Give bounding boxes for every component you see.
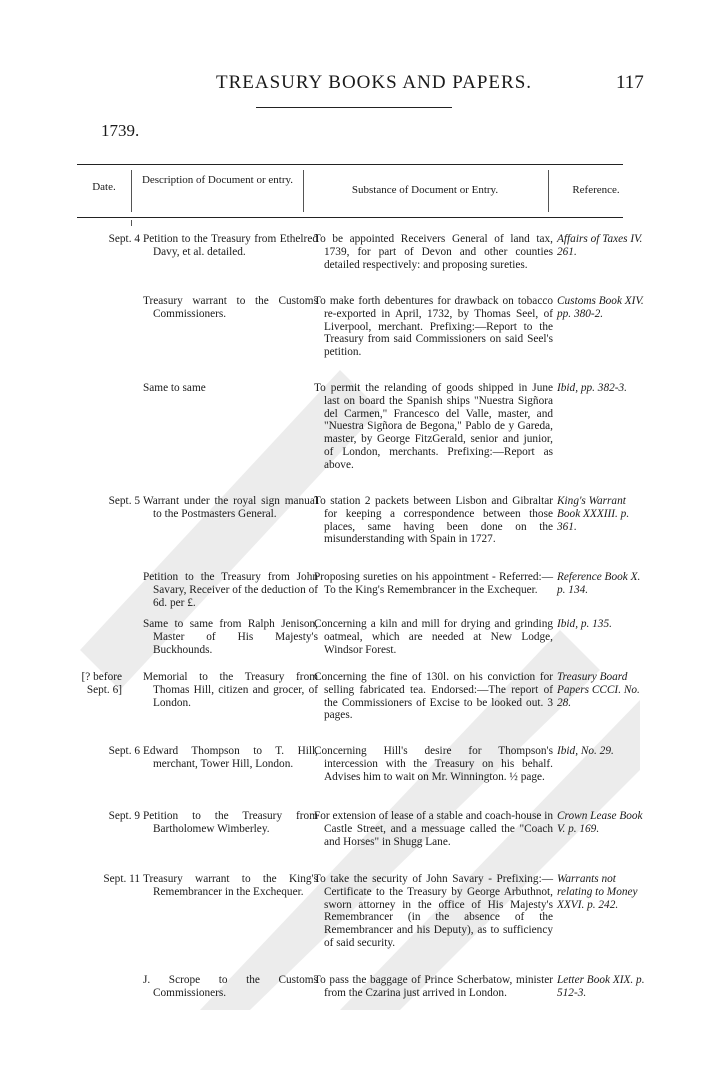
row-10-substance: To take the security of John Savary - Prefixing:—Certificate to the Treasury by George Arbuthnot, sworn attorney in the office of His Majesty's Remembrancer (in the absence of the Remembrancer and his Deputy), as to sufficiency of said security. — [314, 873, 553, 949]
row-2-reference: Customs Book XIV. pp. 380-2. — [557, 295, 644, 320]
row-11-description: J. Scrope to the Customs Commissioners. — [143, 974, 318, 999]
row-10-reference: Warrants not relating to Money XXVI. p. 242. — [557, 873, 638, 911]
row-8-date: Sept. 6 — [108, 745, 140, 757]
column-header-substance: Substance of Document or Entry. — [351, 184, 499, 196]
row-1-description: Petition to the Treasury from Ethelred Davy, et al. detailed. — [143, 233, 318, 258]
row-3-description: Same to same — [143, 382, 206, 394]
row-11-reference: Letter Book XIX. p. 512-3. — [557, 974, 645, 999]
running-title: TREASURY BOOKS AND PAPERS. — [216, 72, 533, 93]
row-5-substance: Proposing sureties on his appointment - Referred:—To the King's Remembrancer in the Exchequer. — [314, 571, 553, 596]
row-10-date: Sept. 11 — [103, 873, 140, 885]
column-separator — [303, 170, 304, 212]
column-separator — [548, 170, 549, 212]
column-separator — [131, 220, 132, 226]
row-3-substance: To permit the relanding of goods shipped in June last on board the Spanish ships "Nuestra Sigñora del Carmen," Francesco del Valle, master, and "Nuestra Sigñora de Begona," Pablo de y Gareda, master, by George FitzGerald, senior and junior, of London, merchants. Prefixing:—Report as above. — [314, 382, 553, 471]
row-7-substance: Concerning the fine of 130l. on his conviction for selling fabricated tea. Endorsed:—The report of the Commissioners of Excise to be looked out. 3 pages. — [314, 671, 553, 722]
row-8-description: Edward Thompson to T. Hill, merchant, Tower Hill, London. — [143, 745, 318, 770]
table-header-rule — [77, 217, 623, 218]
header-rule — [256, 107, 452, 108]
row-7-description: Memorial to the Treasury from Thomas Hill, citizen and grocer, of London. — [143, 671, 318, 709]
row-1-reference: Affairs of Taxes IV. 261. — [557, 233, 643, 258]
row-4-description: Warrant under the royal sign manual to the Postmasters General. — [143, 495, 318, 520]
row-4-date: Sept. 5 — [108, 495, 140, 507]
row-9-date: Sept. 9 — [108, 810, 140, 822]
row-10-description: Treasury warrant to the King's Remembrancer in the Exchequer. — [143, 873, 318, 898]
row-5-description: Petition to the Treasury from John Savary, Receiver of the deduction of 6d. per £. — [143, 571, 318, 609]
column-header-description: Description of Document or entry. — [141, 174, 294, 186]
row-11-substance: To pass the baggage of Prince Scherbatow, minister from the Czarina just arrived in London. — [314, 974, 553, 999]
row-9-reference: Crown Lease Book V. p. 169. — [557, 810, 643, 835]
row-4-reference: King's Warrant Book XXXIII. p. 361. — [557, 495, 630, 533]
column-header-reference: Reference. — [572, 184, 620, 196]
row-7-reference: Treasury Board Papers CCCI. No. 28. — [557, 671, 640, 709]
row-9-description: Petition to the Treasury from Bartholomew Wimberley. — [143, 810, 318, 835]
row-9-substance: For extension of lease of a stable and coach-house in Castle Street, and a messuage called the "Coach and Horses" in Shugg Lane. — [314, 810, 553, 848]
page-number: 117 — [616, 72, 644, 93]
row-1-date: Sept. 4 — [108, 233, 140, 245]
row-5-reference: Reference Book X. p. 134. — [557, 571, 641, 596]
row-8-substance: Concerning Hill's desire for Thompson's intercession with the Treasury on his behalf. Advises him to wait on Mr. Winnington. ½ page. — [314, 745, 553, 783]
column-header-date: Date. — [92, 181, 116, 193]
row-2-substance: To make forth debentures for drawback on tobacco re-exported in April, 1732, by Thomas Seel, of Liverpool, merchant. Prefixing:—Report to the Treasury from said Commissioners on said Seel's petition. — [314, 295, 553, 359]
row-8-reference: Ibid, No. 29. — [557, 745, 614, 757]
row-1-substance: To be appointed Receivers General of land tax, 1739, for part of Devon and other counties detailed respectively: and proposing sureties. — [314, 233, 553, 271]
row-6-reference: Ibid, p. 135. — [557, 618, 612, 630]
row-6-description: Same to same from Ralph Jenison, Master of His Majesty's Buckhounds. — [143, 618, 318, 656]
table-top-rule — [77, 164, 623, 165]
row-3-reference: Ibid, pp. 382-3. — [557, 382, 627, 394]
row-2-description: Treasury warrant to the Customs Commissioners. — [143, 295, 318, 320]
row-6-substance: Concerning a kiln and mill for drying and grinding oatmeal, which are needed at New Lodge, Windsor Forest. — [314, 618, 553, 656]
column-separator — [131, 170, 132, 212]
year-heading: 1739. — [101, 121, 140, 140]
row-4-substance: To station 2 packets between Lisbon and Gibraltar for keeping a correspondence between those places, same having been done on the misunderstanding with Spain in 1727. — [314, 495, 553, 546]
row-7-date: [? before Sept. 6] — [81, 671, 122, 696]
